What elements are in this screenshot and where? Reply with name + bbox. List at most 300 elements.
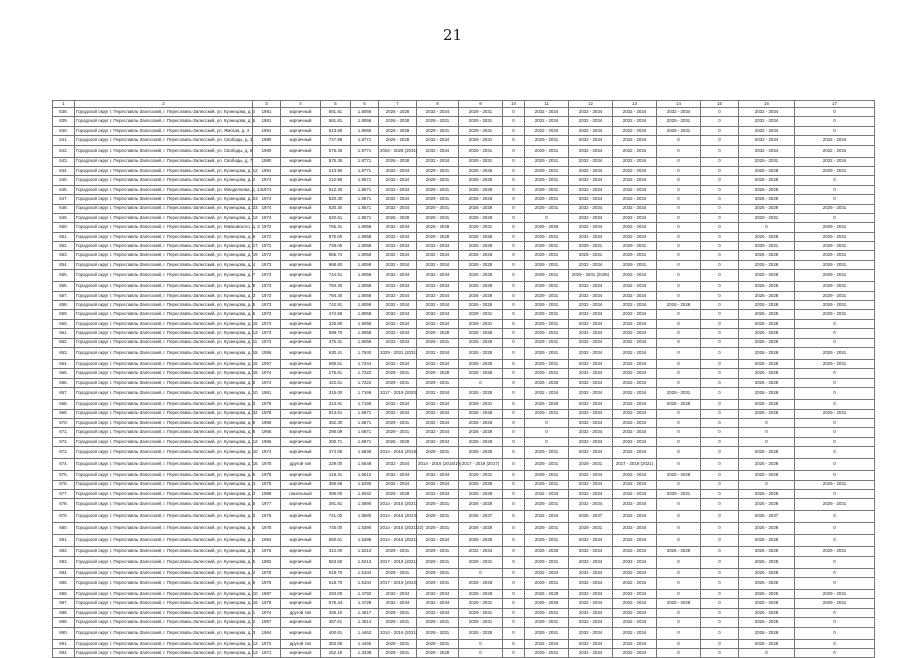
table-cell: 0: [701, 242, 739, 251]
table-cell: 1.3438: [351, 649, 379, 658]
table-cell: 2032 - 2034: [417, 535, 459, 547]
table-cell: 695.51: [321, 359, 351, 368]
table-cell: 2029 - 2031: [795, 232, 875, 241]
table-cell: 2032 - 2034: [417, 260, 459, 269]
table-cell: 0: [657, 535, 701, 547]
table-cell: 1.4462: [351, 627, 379, 639]
table-cell: 2029 - 2031: [525, 251, 569, 260]
address-cell: Городской округ г. Переславль-Залесский, г. Переславль-Залесский, ул. Кузнецова, д. 12: [75, 166, 253, 175]
address-cell: Городской округ г. Переславль-Залесский, г. Переславль-Залесский, ул. Кузнецова, д. 15: [75, 369, 253, 378]
table-cell: 0: [701, 204, 739, 213]
table-cell: 2029 - 2031: [525, 359, 569, 368]
table-cell: кирпичный: [281, 499, 321, 511]
table-cell: 2026 - 2028: [459, 437, 503, 446]
table-cell: 0: [701, 409, 739, 418]
table-cell: кирпичный: [281, 282, 321, 291]
table-cell: 0: [503, 195, 525, 204]
table-cell: 0: [657, 447, 701, 459]
table-row: [53, 369, 875, 378]
table-cell: кирпичный: [281, 471, 321, 480]
table-cell: 2032 - 2034: [739, 136, 795, 145]
table-cell: 0: [657, 213, 701, 222]
table-cell: 0: [657, 578, 701, 590]
address-cell: Городской округ г. Переславль-Залесский, г. Переславль-Залесский, ул. Кузнецова, д. 15: [75, 319, 253, 328]
table-cell: 2032 - 2034: [379, 166, 417, 175]
table-row: [53, 437, 875, 446]
table-cell: 2029 - 2031: [459, 400, 503, 409]
table-cell: 0: [701, 428, 739, 437]
table-cell: 0: [657, 459, 701, 471]
table-cell: 265.10: [321, 608, 351, 617]
table-cell: 2026 - 2028: [417, 649, 459, 658]
table-cell: 2029 - 2031: [417, 556, 459, 568]
table-cell: 0: [503, 428, 525, 437]
table-cell: 2026 - 2028: [739, 166, 795, 175]
table-cell: 2026 - 2028: [739, 378, 795, 387]
table-cell: 2032 - 2034: [379, 195, 417, 204]
table-cell: 2032 - 2034: [569, 166, 613, 175]
address-cell: Городской округ г. Переславль-Залесский, г. Переславль-Залесский, ул. Кузнецова, д. 3: [75, 489, 253, 498]
table-row: [53, 599, 875, 608]
table-cell: 2026 - 2028: [417, 329, 459, 338]
table-cell: 2029 - 2031: [379, 649, 417, 658]
table-cell: 2029 - 2031: [613, 260, 657, 269]
table-cell: 2032 - 2034: [613, 608, 657, 617]
table-cell: 2014 - 2016 (2019): [379, 447, 417, 459]
table-cell: 0: [795, 459, 875, 471]
column-header: 15: [701, 101, 739, 108]
table-cell: 2026 - 2028: [379, 126, 417, 135]
table-cell: 1.8058: [351, 260, 379, 269]
table-cell: 0: [795, 329, 875, 338]
table-cell: 2032 - 2034: [417, 590, 459, 599]
table-cell: 683.: [53, 556, 75, 568]
table-cell: 2029 - 2031: [459, 136, 503, 145]
table-cell: 2026 - 2028: [379, 136, 417, 145]
table-cell: 1975: [253, 568, 281, 577]
table-cell: 2032 - 2034: [569, 409, 613, 418]
table-cell: 1.8058: [351, 270, 379, 282]
table-cell: 2026 - 2028: [739, 176, 795, 185]
table-cell: 1966: [253, 437, 281, 446]
table-cell: 0: [503, 145, 525, 157]
table-cell: 644.: [53, 166, 75, 175]
table-row: [53, 145, 875, 157]
table-cell: 0: [503, 251, 525, 260]
table-cell: 1981: [253, 166, 281, 175]
table-cell: 2032 - 2034: [525, 511, 569, 523]
table-cell: 2032 - 2034: [459, 547, 503, 556]
table-cell: 2029 - 2031: [379, 547, 417, 556]
table-cell: 2032 - 2034: [569, 556, 613, 568]
table-cell: 0: [503, 556, 525, 568]
table-cell: 2026 - 2028: [657, 301, 701, 310]
table-cell: кирпичный: [281, 480, 321, 489]
table-cell: 2029 - 2031: [459, 157, 503, 166]
table-cell: кирпичный: [281, 400, 321, 409]
table-cell: 1976: [253, 547, 281, 556]
table-cell: кирпичный: [281, 251, 321, 260]
table-cell: 2032 - 2034: [569, 639, 613, 648]
table-cell: 0: [503, 166, 525, 175]
table-cell: 0: [701, 359, 739, 368]
column-header: 16: [739, 101, 795, 108]
column-header: 9: [459, 101, 503, 108]
table-cell: 1987: [253, 590, 281, 599]
table-cell: 2026 - 2028: [379, 437, 417, 446]
table-cell: 1.8066: [351, 117, 379, 126]
table-cell: 0: [657, 157, 701, 166]
table-cell: 576.36: [321, 157, 351, 166]
table-cell: 2029 - 2031: [795, 260, 875, 269]
table-cell: 2032 - 2034: [613, 535, 657, 547]
table-cell: 2026 - 2028: [739, 347, 795, 359]
table-cell: 2032 - 2034: [569, 213, 613, 222]
table-cell: 1974: [253, 608, 281, 617]
table-cell: 0: [795, 126, 875, 135]
table-cell: 2032 - 2034: [569, 291, 613, 300]
table-cell: 2026 - 2028: [739, 338, 795, 347]
table-cell: 2032 - 2034: [569, 223, 613, 232]
table-row: [53, 136, 875, 145]
table-cell: кирпичный: [281, 618, 321, 627]
column-header: 10: [503, 101, 525, 108]
table-cell: 2032 - 2034: [569, 437, 613, 446]
table-cell: 0: [503, 242, 525, 251]
address-cell: Городской округ г. Переславль-Залесский, г. Переславль-Залесский, ул. Ямская, д. 4: [75, 126, 253, 135]
table-cell: 0: [503, 511, 525, 523]
table-cell: 0: [657, 242, 701, 251]
table-cell: кирпичный: [281, 359, 321, 368]
table-cell: 2026 - 2028: [739, 260, 795, 269]
table-cell: 0: [795, 608, 875, 617]
table-cell: 2029 - 2031: [525, 319, 569, 328]
table-cell: 2029 - 2031: [459, 108, 503, 117]
table-cell: 2029 - 2031: [459, 618, 503, 627]
table-cell: 581.81: [321, 108, 351, 117]
table-cell: 313.91: [321, 400, 351, 409]
table-cell: другой тип: [281, 639, 321, 648]
table-cell: 1.8771: [351, 157, 379, 166]
table-row: [53, 489, 875, 498]
table-cell: 0: [739, 437, 795, 446]
table-cell: 0: [657, 260, 701, 269]
table-cell: 0: [795, 117, 875, 126]
table-cell: 690.: [53, 627, 75, 639]
table-cell: 2026 - 2028: [739, 400, 795, 409]
table-cell: 741.00: [321, 511, 351, 523]
table-cell: 2032 - 2034: [613, 223, 657, 232]
table-cell: 2017 - 2019 (2020): [379, 388, 417, 400]
table-cell: 2032 - 2034: [569, 195, 613, 204]
table-cell: 2029 - 2031: [417, 213, 459, 222]
table-cell: 2026 - 2028: [739, 282, 795, 291]
table-cell: 2026 - 2028: [459, 251, 503, 260]
table-cell: 2032 - 2034: [613, 447, 657, 459]
table-row: [53, 359, 875, 368]
table-cell: 2032 - 2034: [379, 204, 417, 213]
table-cell: 2032 - 2034: [613, 556, 657, 568]
table-cell: 2029 - 2031: [417, 378, 459, 387]
table-cell: 676.: [53, 480, 75, 489]
table-cell: 2029 - 2031: [417, 578, 459, 590]
table-cell: 2029 - 2031: [379, 418, 417, 427]
table-cell: 1973: [253, 301, 281, 310]
table-cell: 0: [701, 489, 739, 498]
address-cell: Городской округ г. Переславль-Залесский, г. Переславль-Залесский, ул. Кузнецова, д. 10: [75, 388, 253, 400]
table-cell: 0: [503, 347, 525, 359]
table-cell: 0: [657, 369, 701, 378]
address-cell: Городской округ г. Переславль-Залесский, г. Переславль-Залесский, ул. Кузнецова, д. 10: [75, 447, 253, 459]
table-cell: 2029 - 2031: [417, 627, 459, 639]
table-cell: 0: [503, 568, 525, 577]
table-cell: 291.81: [321, 499, 351, 511]
table-cell: 0: [525, 428, 569, 437]
table-cell: 2029 - 2031: [525, 499, 569, 511]
table-cell: 0: [657, 639, 701, 648]
table-cell: 262.19: [321, 649, 351, 658]
table-cell: 2026 - 2028: [739, 270, 795, 282]
table-cell: 2026 - 2028: [459, 590, 503, 599]
table-cell: 2029 - 2031: [525, 535, 569, 547]
table-row: [53, 618, 875, 627]
table-cell: 0: [701, 556, 739, 568]
table-cell: кирпичный: [281, 649, 321, 658]
table-cell: кирпичный: [281, 556, 321, 568]
table-cell: 0: [701, 499, 739, 511]
table-cell: 1.8571: [351, 213, 379, 222]
table-row: [53, 428, 875, 437]
table-cell: 2026 - 2028: [525, 223, 569, 232]
table-cell: 365.68: [321, 480, 351, 489]
table-cell: 0: [701, 136, 739, 145]
table-cell: 0: [739, 649, 795, 658]
table-cell: 675.: [53, 471, 75, 480]
table-cell: 2035 - 2037: [739, 511, 795, 523]
table-cell: 2026 - 2028: [459, 535, 503, 547]
table-cell: 2032 - 2034: [569, 359, 613, 368]
table-cell: 0: [701, 301, 739, 310]
table-cell: 2026 - 2028: [379, 117, 417, 126]
table-cell: 0: [503, 204, 525, 213]
table-cell: 2017 - 2019 (2021): [613, 459, 657, 471]
column-header: 13: [613, 101, 657, 108]
table-cell: 1980: [253, 145, 281, 157]
table-cell: 2026 - 2028: [739, 590, 795, 599]
table-cell: 2032 - 2034: [569, 260, 613, 269]
table-row: [53, 608, 875, 617]
table-cell: 1.8058: [351, 223, 379, 232]
table-cell: 2026 - 2028: [459, 260, 503, 269]
table-row: [53, 282, 875, 291]
table-cell: 668.: [53, 400, 75, 409]
table-cell: 0: [503, 185, 525, 194]
table-cell: 2032 - 2034: [613, 511, 657, 523]
table-cell: 865.74: [321, 251, 351, 260]
table-cell: 2032 - 2034: [739, 108, 795, 117]
table-cell: 300.71: [321, 437, 351, 446]
table-cell: 2032 - 2034: [569, 418, 613, 427]
table-cell: 1.6871: [351, 409, 379, 418]
address-cell: Городской округ г. Переславль-Залесский, г. Переславль-Залесский, ул. Кузнецова, д. 17: [75, 242, 253, 251]
table-cell: 2032 - 2034: [379, 291, 417, 300]
table-cell: 0: [503, 489, 525, 498]
table-cell: 2032 - 2034: [613, 359, 657, 368]
table-cell: 0: [657, 195, 701, 204]
table-cell: кирпичный: [281, 195, 321, 204]
table-cell: кирпичный: [281, 223, 321, 232]
table-cell: 0: [795, 627, 875, 639]
address-cell: Городской округ г. Переславль-Залесский, г. Переславль-Залесский, ул. Кузнецова, д. 12: [75, 639, 253, 648]
table-cell: 1981: [253, 108, 281, 117]
table-cell: 2026 - 2028: [459, 242, 503, 251]
table-cell: 2026 - 2028: [739, 301, 795, 310]
table-cell: кирпичный: [281, 157, 321, 166]
table-cell: 2029 - 2031: [525, 459, 569, 471]
table-cell: 2026 - 2028: [379, 489, 417, 498]
table-cell: 1.7640: [351, 347, 379, 359]
table-cell: 1.4617: [351, 608, 379, 617]
table-row: [53, 242, 875, 251]
table-cell: 2029 - 2031: [459, 608, 503, 617]
table-cell: 0: [657, 618, 701, 627]
table-row: [53, 418, 875, 427]
table-cell: 685.: [53, 578, 75, 590]
table-cell: 0: [503, 329, 525, 338]
table-cell: 0: [795, 489, 875, 498]
table-cell: 657.: [53, 291, 75, 300]
page-number: 21: [442, 26, 463, 44]
table-cell: 0: [657, 185, 701, 194]
table-cell: 2032 - 2034: [613, 301, 657, 310]
table-cell: 520.61: [321, 213, 351, 222]
table-cell: 0: [657, 627, 701, 639]
table-cell: 2032 - 2034: [613, 310, 657, 319]
table-cell: 2032 - 2034: [569, 310, 613, 319]
table-cell: 2032 - 2034: [569, 204, 613, 213]
table-cell: 0: [701, 166, 739, 175]
table-cell: 213.90: [321, 166, 351, 175]
table-cell: 0: [795, 523, 875, 535]
table-cell: 0: [657, 590, 701, 599]
table-cell: 2026 - 2028: [525, 378, 569, 387]
table-cell: 749.06: [321, 242, 351, 251]
address-cell: Городской округ г. Переславль-Залесский, г. Переславль-Залесский, ул. Кузнецова, д. 2: [75, 618, 253, 627]
table-cell: 0: [701, 535, 739, 547]
table-cell: 2032 - 2034: [613, 117, 657, 126]
table-cell: 0: [701, 568, 739, 577]
table-cell: 352.30: [321, 418, 351, 427]
table-row: [53, 347, 875, 359]
table-cell: 275.61: [321, 369, 351, 378]
table-cell: 0: [701, 649, 739, 658]
table-cell: 2032 - 2034: [569, 590, 613, 599]
table-cell: 2032 - 2034: [417, 428, 459, 437]
table-cell: 745.00: [321, 523, 351, 535]
table-cell: 1.4728: [351, 599, 379, 608]
table-cell: 0: [503, 223, 525, 232]
table-row: [53, 260, 875, 269]
address-cell: Городской округ г. Переславль-Залесский, г. Переславль-Залесский, ул. Кузнецова, д. 23: [75, 195, 253, 204]
table-cell: 2032 - 2034: [569, 547, 613, 556]
table-cell: 2026 - 2028: [739, 310, 795, 319]
table-cell: другой тип: [281, 608, 321, 617]
table-cell: 2029 - 2031: [379, 608, 417, 617]
table-cell: 2026 - 2028: [525, 400, 569, 409]
table-cell: 0: [459, 378, 503, 387]
table-cell: 0: [657, 556, 701, 568]
table-cell: 2026 - 2028: [739, 535, 795, 547]
table-cell: 0: [503, 136, 525, 145]
table-cell: 2029 - 2031: [795, 599, 875, 608]
table-cell: 2017 - 2019 (2017): [459, 459, 503, 471]
table-cell: 2032 - 2034: [613, 185, 657, 194]
table-cell: 0: [503, 459, 525, 471]
table-cell: 2026 - 2028: [739, 578, 795, 590]
table-cell: 2032 - 2034: [613, 499, 657, 511]
table-cell: 0: [701, 213, 739, 222]
table-cell: 0: [795, 447, 875, 459]
table-cell: 0: [459, 568, 503, 577]
table-cell: 2029 - 2031: [417, 568, 459, 577]
table-cell: 2029 - 2031: [459, 599, 503, 608]
table-cell: 2029 - 2031: [569, 523, 613, 535]
table-cell: 2032 - 2034: [417, 310, 459, 319]
table-cell: 2032 - 2034: [569, 185, 613, 194]
table-cell: 0: [701, 126, 739, 135]
table-cell: 2032 - 2034: [379, 400, 417, 409]
table-cell: 2032 - 2034: [613, 282, 657, 291]
table-cell: 0: [657, 347, 701, 359]
table-cell: 1.8058: [351, 242, 379, 251]
table-cell: 2032 - 2034: [525, 126, 569, 135]
table-cell: 2029 - 2031: [459, 145, 503, 157]
table-cell: 0: [503, 359, 525, 368]
table-cell: 1984: [253, 535, 281, 547]
table-cell: 2026 - 2028: [657, 400, 701, 409]
table-cell: 2029 - 2031: [525, 260, 569, 269]
table-cell: 2026 - 2028: [417, 223, 459, 232]
table-cell: 0: [657, 359, 701, 368]
table-row: [53, 627, 875, 639]
table-cell: 1978: [253, 599, 281, 608]
table-cell: 2029 - 2031: [379, 639, 417, 648]
table-cell: 2029 - 2031: [417, 523, 459, 535]
table-cell: 2032 - 2034: [613, 347, 657, 359]
table-cell: 2032 - 2034: [379, 242, 417, 251]
table-cell: 2029 - 2031: [525, 447, 569, 459]
table-cell: другой тип: [281, 459, 321, 471]
table-cell: 1.7169: [351, 400, 379, 409]
table-cell: 0: [701, 117, 739, 126]
table-cell: 2032 - 2034: [417, 437, 459, 446]
table-cell: 2032 - 2034: [379, 590, 417, 599]
table-cell: 0: [795, 338, 875, 347]
table-cell: 2029 - 2031: [795, 480, 875, 489]
table-cell: 2026 - 2028: [459, 232, 503, 241]
table-cell: 0: [503, 618, 525, 627]
table-cell: 1961: [253, 388, 281, 400]
table-cell: 0: [503, 608, 525, 617]
table-cell: 639.: [53, 117, 75, 126]
address-cell: Городской округ г. Переславль-Залесский, г. Переславль-Залесский, ул. Свободы, д. 7: [75, 157, 253, 166]
table-cell: 0: [503, 126, 525, 135]
table-cell: 2026 - 2028: [459, 301, 503, 310]
table-cell: 1.8058: [351, 310, 379, 319]
table-cell: 667.: [53, 388, 75, 400]
table-row: [53, 319, 875, 328]
table-cell: 0: [795, 319, 875, 328]
